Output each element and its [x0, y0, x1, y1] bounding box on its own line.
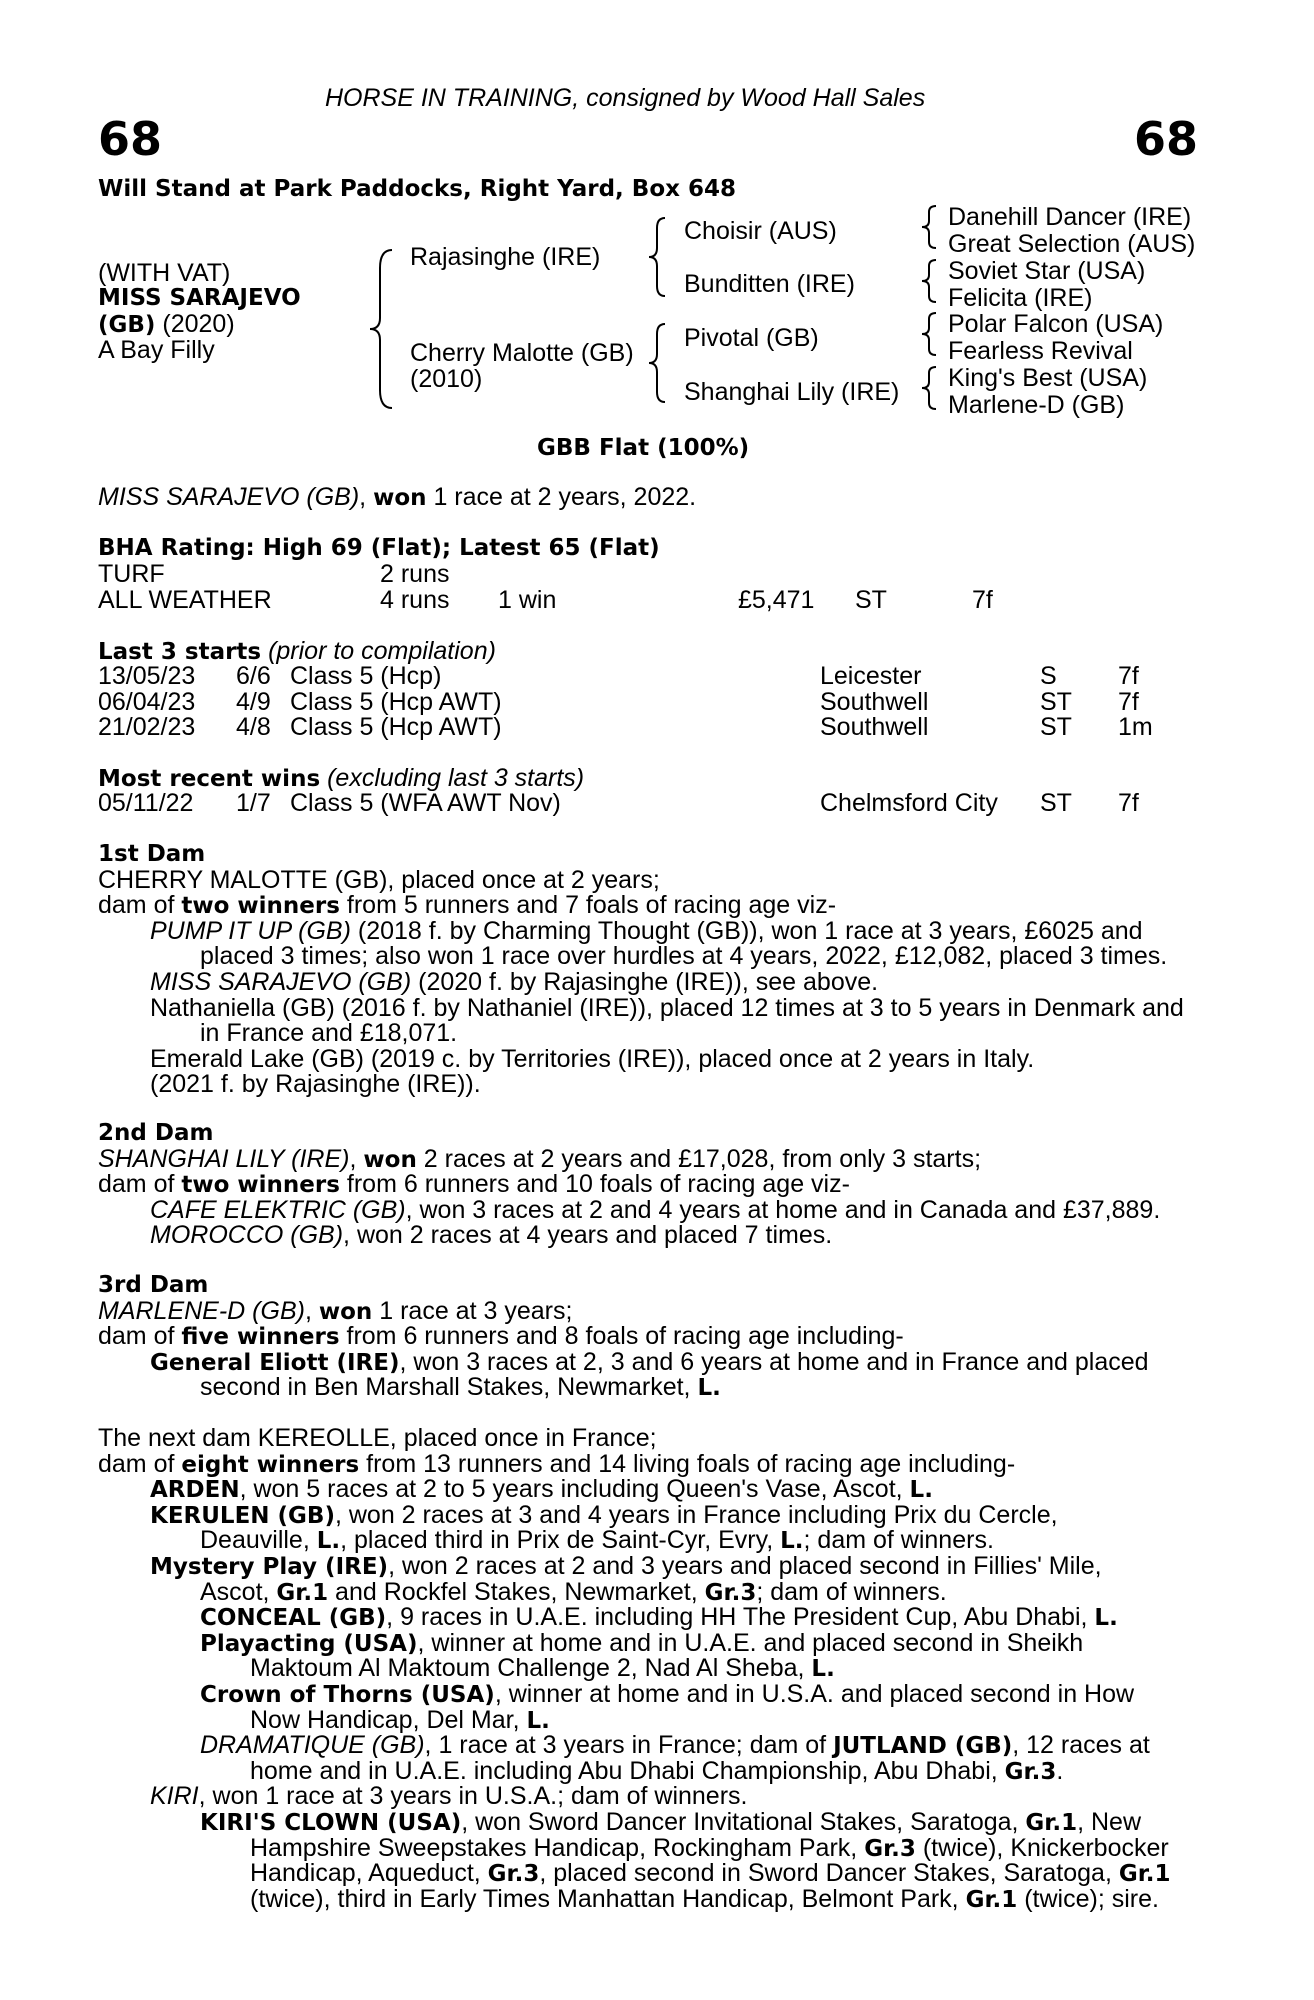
produce-2021-filly: (2021 f. by Rajasinghe (IRE)).	[150, 1070, 481, 1099]
produce-nathaniella: Nathaniella (GB) (2016 f. by Nathaniel (IRE)), placed 12 times at 3 to 5 years in Denmark and	[150, 993, 1184, 1022]
race-going: ST	[1040, 713, 1072, 742]
pedigree-gg6: Fearless Revival	[948, 337, 1133, 365]
produce-dramatique: DRAMATIQUE (GB), 1 race at 3 years in France; dam of JUTLAND (GB), 12 races at	[200, 1731, 1150, 1760]
produce-kerulen: KERULEN (GB), won 2 races at 3 and 4 years in France including Prix du Cercle,	[150, 1500, 1058, 1529]
horse-name: MISS SARAJEVO	[98, 285, 301, 311]
produce-kiri: KIRI, won 1 race at 3 years in U.S.A.; dam of winners.	[150, 1782, 748, 1811]
pedigree-gg5: Polar Falcon (USA)	[948, 310, 1164, 338]
pedigree-brace-main	[368, 248, 398, 410]
race-cls: Class 5 (Hcp)	[290, 662, 442, 690]
produce-crown-of-thorns: Crown of Thorns (USA), winner at home and in U.S.A. and placed second in How	[200, 1679, 1135, 1708]
pedigree-brace-g1	[920, 204, 940, 250]
pedigree-sire-dam: Bunditten (IRE)	[684, 270, 855, 298]
consignment-title: HORSE IN TRAINING, consigned by Wood Hall Sales	[325, 84, 926, 112]
pedigree-gg4: Felicita (IRE)	[948, 284, 1093, 312]
race-course: Southwell	[820, 713, 929, 742]
pedigree-brace-g4	[920, 365, 940, 411]
produce-kiris-clown-cont3: (twice), third in Early Times Manhattan Handicap, Belmont Park, Gr.1 (twice); sire.	[250, 1884, 1159, 1913]
aw-label: ALL WEATHER	[98, 586, 272, 614]
last3-heading: Last 3 starts (prior to compilation)	[98, 637, 496, 665]
aw-runs: 4 runs	[380, 586, 450, 614]
race-pos: 4/9	[236, 687, 271, 716]
first-dam-heading: 1st Dam	[98, 841, 206, 867]
pedigree-dam: Cherry Malotte (GB)	[410, 339, 634, 367]
race-summary: MISS SARAJEVO (GB), won 1 race at 2 years, 2022.	[98, 483, 697, 511]
next-dam-produce-line: dam of eight winners from 13 runners and 14 living foals of racing age including-	[98, 1449, 1016, 1478]
race-dist: 7f	[1118, 662, 1139, 690]
pedigree-sire-sire: Choisir (AUS)	[684, 217, 837, 245]
produce-mystery-play: Mystery Play (IRE), won 2 races at 2 and 3 years and placed second in Fillies' Mile,	[150, 1551, 1102, 1580]
produce-emerald-lake: Emerald Lake (GB) (2019 c. by Territories (IRE)), placed once at 2 years in Italy.	[150, 1044, 1035, 1073]
race-going: ST	[1040, 789, 1072, 817]
next-dam-line: The next dam KEREOLLE, placed once in France;	[98, 1424, 657, 1452]
produce-kiris-clown: KIRI'S CLOWN (USA), won Sword Dancer Invitational Stakes, Saratoga, Gr.1, New	[200, 1807, 1142, 1836]
produce-general-eliott-cont: second in Ben Marshall Stakes, Newmarket, L.	[200, 1373, 721, 1402]
produce-kerulen-cont: Deauville, L., placed third in Prix de Saint-Cyr, Evry, L.; dam of winners.	[200, 1526, 994, 1555]
pedigree-brace-g2	[920, 258, 940, 304]
race-pos: 6/6	[236, 662, 271, 690]
race-course: Southwell	[820, 687, 929, 716]
produce-kiris-clown-cont1: Hampshire Sweepstakes Handicap, Rockingham Park, Gr.3 (twice), Knickerbocker	[250, 1833, 1169, 1862]
aw-wins: 1 win	[498, 586, 557, 614]
first-dam-produce-line: dam of two winners from 5 runners and 7 foals of racing age viz-	[98, 891, 837, 920]
race-pos: 1/7	[236, 789, 271, 817]
horse-origin-year: (GB) (2020)	[98, 310, 235, 338]
race-dist: 7f	[1118, 789, 1139, 817]
race-dist: 1m	[1118, 713, 1153, 742]
second-dam-heading: 2nd Dam	[98, 1120, 214, 1146]
next-dam-section	[98, 1426, 1208, 1912]
pedigree-gg2: Great Selection (AUS)	[948, 230, 1196, 258]
recent-heading: Most recent wins (excluding last 3 starts)	[98, 764, 585, 792]
turf-runs: 2 runs	[380, 560, 450, 588]
race-cls: Class 5 (WFA AWT Nov)	[290, 789, 561, 817]
pedigree-dam-year: (2010)	[410, 365, 483, 393]
bha-rating: BHA Rating: High 69 (Flat); Latest 65 (Flat)	[98, 535, 660, 561]
race-date: 06/04/23	[98, 687, 196, 716]
race-date: 21/02/23	[98, 713, 196, 742]
race-dist: 7f	[1118, 687, 1139, 716]
third-dam-produce-line: dam of five winners from 6 runners and 8 foals of racing age including-	[98, 1322, 904, 1351]
produce-miss-sarajevo: MISS SARAJEVO (GB) (2020 f. by Rajasinghe (IRE)), see above.	[150, 967, 879, 996]
turf-label: TURF	[98, 560, 165, 588]
produce-morocco: MOROCCO (GB), won 2 races at 4 years and placed 7 times.	[150, 1221, 833, 1250]
lot-number-left: 68	[98, 112, 163, 166]
produce-general-eliott: General Eliott (IRE), won 3 races at 2, 3 and 6 years at home and in France and placed	[150, 1347, 1149, 1376]
pedigree-gg7: King's Best (USA)	[948, 364, 1148, 392]
stand-location: Will Stand at Park Paddocks, Right Yard, Box 648	[98, 176, 736, 202]
produce-pump-it-up: PUMP IT UP (GB) (2018 f. by Charming Thought (GB)), won 1 race at 3 years, £6025 and	[150, 916, 1143, 945]
flat-heading: GBB Flat (100%)	[537, 435, 750, 461]
produce-playacting-cont: Maktoum Al Maktoum Challenge 2, Nad Al Sheba, L.	[250, 1654, 835, 1683]
lot-number-right: 68	[1133, 112, 1198, 166]
race-going: ST	[1040, 687, 1072, 716]
produce-dramatique-cont: home and in U.A.E. including Abu Dhabi Championship, Abu Dhabi, Gr.3.	[250, 1756, 1064, 1785]
pedigree-brace-g3	[920, 311, 940, 357]
race-date: 13/05/23	[98, 662, 196, 690]
aw-distance: 7f	[972, 586, 993, 614]
pedigree-gg8: Marlene-D (GB)	[948, 391, 1125, 419]
aw-going: ST	[855, 586, 887, 614]
race-cls: Class 5 (Hcp AWT)	[290, 713, 502, 742]
race-cls: Class 5 (Hcp AWT)	[290, 687, 502, 716]
race-date: 05/11/22	[98, 789, 194, 817]
produce-pump-it-up-cont: placed 3 times; also won 1 race over hurdles at 4 years, 2022, £12,082, placed 3 times.	[200, 942, 1168, 971]
third-dam-section	[98, 1273, 1208, 1401]
pedigree-sire: Rajasinghe (IRE)	[410, 243, 601, 271]
third-dam-line: MARLENE-D (GB), won 1 race at 3 years;	[98, 1296, 573, 1325]
produce-cafe-elektric: CAFE ELEKTRIC (GB), won 3 races at 2 and 4 years at home and in Canada and £37,889.	[150, 1195, 1161, 1224]
second-dam-line: SHANGHAI LILY (IRE), won 2 races at 2 years and £17,028, from only 3 starts;	[98, 1144, 982, 1173]
pedigree-gg3: Soviet Star (USA)	[948, 257, 1146, 285]
race-course: Chelmsford City	[820, 789, 998, 817]
aw-prize: £5,471	[738, 586, 815, 614]
produce-crown-of-thorns-cont: Now Handicap, Del Mar, L.	[250, 1705, 550, 1734]
third-dam-heading: 3rd Dam	[98, 1272, 209, 1298]
produce-arden: ARDEN, won 5 races at 2 to 5 years including Queen's Vase, Ascot, L.	[150, 1475, 933, 1504]
second-dam-produce-line: dam of two winners from 6 runners and 10 foals of racing age viz-	[98, 1170, 850, 1199]
first-dam-line: CHERRY MALOTTE (GB), placed once at 2 years;	[98, 865, 660, 894]
first-dam-section	[98, 842, 1208, 1098]
race-pos: 4/8	[236, 713, 271, 742]
pedigree-dam-dam: Shanghai Lily (IRE)	[684, 378, 900, 406]
pedigree-gg1: Danehill Dancer (IRE)	[948, 203, 1192, 231]
second-dam-section	[98, 1121, 1208, 1249]
race-course: Leicester	[820, 662, 922, 690]
horse-description: A Bay Filly	[98, 336, 215, 364]
produce-nathaniella-cont: in France and £18,071.	[200, 1019, 458, 1048]
produce-conceal: CONCEAL (GB), 9 races in U.A.E. including HH The President Cup, Abu Dhabi, L.	[200, 1603, 1118, 1632]
race-going: S	[1040, 662, 1057, 690]
vat-note: (WITH VAT)	[98, 259, 231, 287]
pedigree-dam-sire: Pivotal (GB)	[684, 324, 819, 352]
produce-kiris-clown-cont2: Handicap, Aqueduct, Gr.3, placed second in Sword Dancer Stakes, Saratoga, Gr.1	[250, 1859, 1171, 1888]
produce-mystery-play-cont: Ascot, Gr.1 and Rockfel Stakes, Newmarket, Gr.3; dam of winners.	[200, 1577, 947, 1606]
produce-playacting: Playacting (USA), winner at home and in U.A.E. and placed second in Sheikh	[200, 1628, 1084, 1657]
pedigree-brace-sire	[647, 216, 669, 298]
pedigree-brace-dam	[647, 322, 669, 404]
